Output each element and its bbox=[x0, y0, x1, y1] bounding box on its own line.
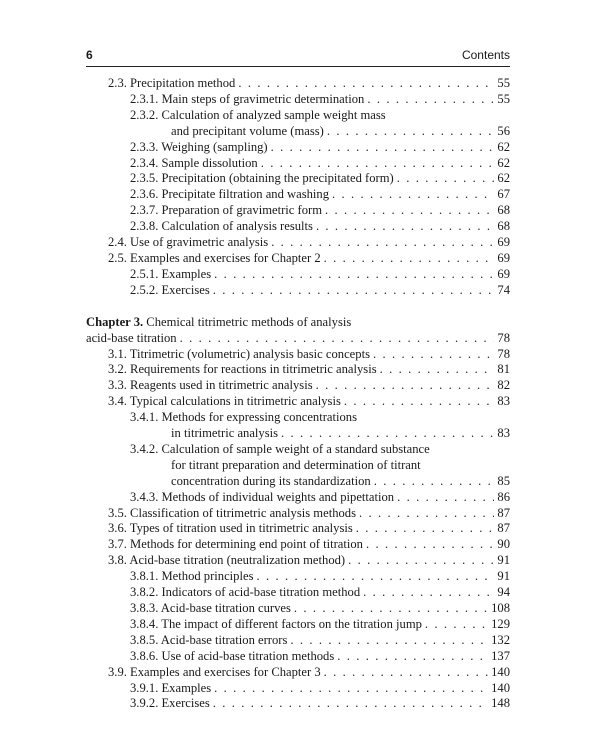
toc-page-number: 83 bbox=[497, 426, 510, 441]
toc-page-number: 81 bbox=[497, 362, 510, 377]
toc-entry bbox=[86, 267, 510, 283]
toc-entry bbox=[86, 331, 510, 347]
toc-page-number: 140 bbox=[491, 680, 510, 695]
toc-entry-title: 2.3.3. Weighing (sampling) bbox=[130, 139, 268, 154]
toc-page-number: 86 bbox=[497, 489, 510, 504]
toc-entry bbox=[86, 203, 510, 219]
dot-leader bbox=[374, 474, 495, 490]
dot-leader bbox=[380, 362, 495, 378]
toc-entry-title: concentration during its standardization bbox=[171, 473, 371, 488]
toc-entry bbox=[86, 633, 510, 649]
toc-entry bbox=[86, 665, 510, 681]
toc-page-number: 62 bbox=[497, 171, 510, 186]
toc-entry bbox=[86, 490, 510, 506]
dot-leader bbox=[425, 617, 488, 633]
toc-entry-title: 3.8.2. Indicators of acid-base titration method bbox=[130, 585, 361, 600]
toc-entry bbox=[86, 410, 510, 426]
toc-page-number: 67 bbox=[497, 187, 510, 202]
toc-entry bbox=[86, 426, 510, 442]
toc-entry-title: Chapter 3. Chemical titrimetric methods of analysis bbox=[86, 314, 352, 329]
toc-page-number: 137 bbox=[491, 648, 510, 663]
toc-page-number: 85 bbox=[497, 473, 510, 488]
toc-page-number: 78 bbox=[497, 330, 510, 345]
dot-leader bbox=[348, 553, 494, 569]
toc-entry-title: 3.4.2. Calculation of sample weight of a standard substance bbox=[130, 441, 430, 456]
toc-entry bbox=[86, 283, 510, 299]
toc-page-number: 68 bbox=[497, 219, 510, 234]
dot-leader bbox=[324, 665, 488, 681]
toc-entry bbox=[86, 521, 510, 537]
toc-page-number: 108 bbox=[491, 601, 510, 615]
toc-entry-title: 2.3.5. Precipitation (obtaining the precipitated form) bbox=[130, 171, 394, 186]
toc-entry-title: 2.3.1. Main steps of gravimetric determination bbox=[130, 91, 365, 106]
toc-entry-title: 3.9. Examples and exercises for Chapter 3 bbox=[108, 664, 321, 679]
toc-entry bbox=[86, 171, 510, 187]
dot-leader bbox=[290, 633, 488, 649]
toc-entry bbox=[86, 362, 510, 378]
toc-page-number: 91 bbox=[497, 553, 510, 568]
toc-page-number: 129 bbox=[491, 616, 510, 631]
dot-leader bbox=[180, 331, 495, 347]
chapter-spacer bbox=[86, 299, 510, 315]
dot-leader bbox=[397, 171, 495, 187]
toc-entry-title: 3.8.6. Use of acid-base titration methods bbox=[130, 648, 335, 663]
toc-page-number: 148 bbox=[491, 696, 510, 711]
toc-page-number: 69 bbox=[497, 250, 510, 265]
toc-entry-title: 2.3.7. Preparation of gravimetric form bbox=[130, 203, 322, 218]
toc-entry bbox=[86, 506, 510, 522]
running-header bbox=[86, 48, 510, 62]
toc-page-number: 87 bbox=[497, 505, 510, 520]
toc-entry bbox=[86, 394, 510, 410]
toc-entry bbox=[86, 108, 510, 124]
dot-leader bbox=[294, 601, 488, 617]
dot-leader bbox=[281, 426, 494, 442]
toc-entry bbox=[86, 140, 510, 156]
toc-entry-title: 3.3. Reagents used in titrimetric analysis bbox=[108, 378, 313, 393]
header-rule bbox=[86, 66, 510, 67]
toc-page-number: 83 bbox=[497, 394, 510, 409]
dot-leader bbox=[324, 251, 495, 267]
toc-entry bbox=[86, 649, 510, 665]
toc-entry-title: 3.4.1. Methods for expressing concentrations bbox=[130, 410, 357, 425]
chapter-heading bbox=[86, 315, 510, 331]
toc-entry bbox=[86, 442, 510, 458]
toc-entry-title: 3.8.5. Acid-base titration errors bbox=[130, 632, 288, 647]
toc-page-number: 68 bbox=[497, 203, 510, 218]
toc-entry-title: 3.1. Titrimetric (volumetric) analysis basic concepts bbox=[108, 346, 370, 361]
toc-entry-title: for titrant preparation and determination of titrant bbox=[171, 457, 421, 472]
toc-entry-title: 2.3.8. Calculation of analysis results bbox=[130, 219, 313, 234]
toc-entry-title: 2.4. Use of gravimetric analysis bbox=[108, 235, 269, 250]
toc-page-number: 78 bbox=[497, 346, 510, 361]
toc-entry-title: 3.7. Methods for determining end point of titration bbox=[108, 537, 363, 552]
toc-entry-title: 2.3. Precipitation method bbox=[108, 76, 236, 90]
toc-entry-title: 3.8.3. Acid-base titration curves bbox=[130, 601, 291, 615]
toc-entry-title: and precipitant volume (mass) bbox=[171, 123, 324, 138]
dot-leader bbox=[271, 140, 495, 156]
toc-page-number: 62 bbox=[497, 139, 510, 154]
chapter-label: Chapter 3. bbox=[86, 314, 144, 329]
toc-page-number: 140 bbox=[491, 664, 510, 679]
dot-leader bbox=[359, 506, 494, 522]
toc-entry-title: 3.9.2. Exercises bbox=[130, 696, 210, 711]
toc-entry bbox=[86, 601, 510, 617]
toc-page-number: 69 bbox=[497, 235, 510, 250]
dot-leader bbox=[316, 378, 495, 394]
dot-leader bbox=[337, 649, 488, 665]
toc-entry-title: 2.5. Examples and exercises for Chapter 2 bbox=[108, 250, 321, 265]
toc-entry bbox=[86, 76, 510, 92]
toc-page-number: 55 bbox=[497, 91, 510, 106]
toc-entry-continuation bbox=[86, 458, 510, 474]
toc-page-number: 94 bbox=[497, 585, 510, 600]
toc-entry bbox=[86, 347, 510, 363]
toc-entry bbox=[86, 124, 510, 140]
toc-entry-title: 2.5.1. Examples bbox=[130, 266, 212, 281]
toc-entry bbox=[86, 585, 510, 601]
dot-leader bbox=[356, 521, 495, 537]
toc-entry-title: 3.9.1. Examples bbox=[130, 680, 212, 695]
toc-entry bbox=[86, 537, 510, 553]
toc-page-number: 56 bbox=[497, 123, 510, 138]
toc-entry-title: 2.3.6. Precipitate filtration and washing bbox=[130, 187, 330, 202]
toc-entry bbox=[86, 251, 510, 267]
table-of-contents bbox=[86, 76, 510, 712]
toc-page-number: 55 bbox=[497, 76, 510, 90]
toc-page-number: 132 bbox=[491, 632, 510, 647]
toc-entry-title: 3.6. Types of titration used in titrimetric analysis bbox=[108, 521, 353, 536]
toc-entry bbox=[86, 235, 510, 251]
toc-entry-title: 3.5. Classification of titrimetric analysis methods bbox=[108, 505, 356, 520]
toc-entry-title: 2.5.2. Exercises bbox=[130, 282, 210, 297]
toc-entry-title: acid-base titration bbox=[86, 330, 177, 345]
dot-leader bbox=[271, 235, 494, 251]
toc-entry bbox=[86, 696, 510, 712]
toc-page-number: 91 bbox=[497, 569, 510, 584]
toc-entry bbox=[86, 156, 510, 172]
dot-leader bbox=[261, 156, 495, 172]
toc-entry bbox=[86, 474, 510, 490]
running-title: Contents bbox=[461, 48, 510, 62]
dot-leader bbox=[214, 681, 488, 697]
dot-leader bbox=[373, 347, 494, 363]
toc-entry bbox=[86, 681, 510, 697]
toc-page-number: 69 bbox=[497, 266, 510, 281]
toc-page-number: 87 bbox=[497, 521, 510, 536]
dot-leader bbox=[213, 283, 495, 299]
dot-leader bbox=[325, 203, 494, 219]
toc-page-number: 90 bbox=[497, 537, 510, 552]
toc-page-number: 62 bbox=[497, 155, 510, 170]
toc-entry-title: in titrimetric analysis bbox=[171, 426, 279, 441]
dot-leader bbox=[367, 92, 494, 108]
page-number: 6 bbox=[86, 48, 93, 62]
toc-page-number: 74 bbox=[497, 282, 510, 297]
toc-entry-title: 2.3.2. Calculation of analyzed sample weight mass bbox=[130, 107, 386, 122]
toc-entry-title: 3.4. Typical calculations in titrimetric analysis bbox=[108, 394, 341, 409]
toc-entry bbox=[86, 92, 510, 108]
toc-entry bbox=[86, 569, 510, 585]
toc-entry-title: 3.8.4. The impact of different factors on the titration jump bbox=[130, 616, 422, 631]
toc-entry bbox=[86, 187, 510, 203]
dot-leader bbox=[256, 569, 494, 585]
toc-entry bbox=[86, 378, 510, 394]
toc-page-number: 82 bbox=[497, 378, 510, 393]
toc-entry-title: 2.3.4. Sample dissolution bbox=[130, 155, 258, 170]
toc-entry bbox=[86, 219, 510, 235]
dot-leader bbox=[238, 76, 494, 92]
dot-leader bbox=[316, 219, 494, 235]
toc-entry-title: 3.2. Requirements for reactions in titrimetric analysis bbox=[108, 362, 377, 377]
toc-entry-title: 3.8. Acid-base titration (neutralization method) bbox=[108, 553, 346, 568]
toc-entry-title: 3.8.1. Method principles bbox=[130, 569, 254, 584]
dot-leader bbox=[213, 696, 488, 712]
toc-entry-title: 3.4.3. Methods of individual weights and pipettation bbox=[130, 489, 395, 504]
toc-entry bbox=[86, 617, 510, 633]
dot-leader bbox=[332, 187, 494, 203]
dot-leader bbox=[366, 537, 494, 553]
dot-leader bbox=[397, 490, 494, 506]
dot-leader bbox=[344, 394, 495, 410]
dot-leader bbox=[327, 124, 495, 140]
toc-entry bbox=[86, 553, 510, 569]
dot-leader bbox=[214, 267, 494, 283]
dot-leader bbox=[363, 585, 494, 601]
